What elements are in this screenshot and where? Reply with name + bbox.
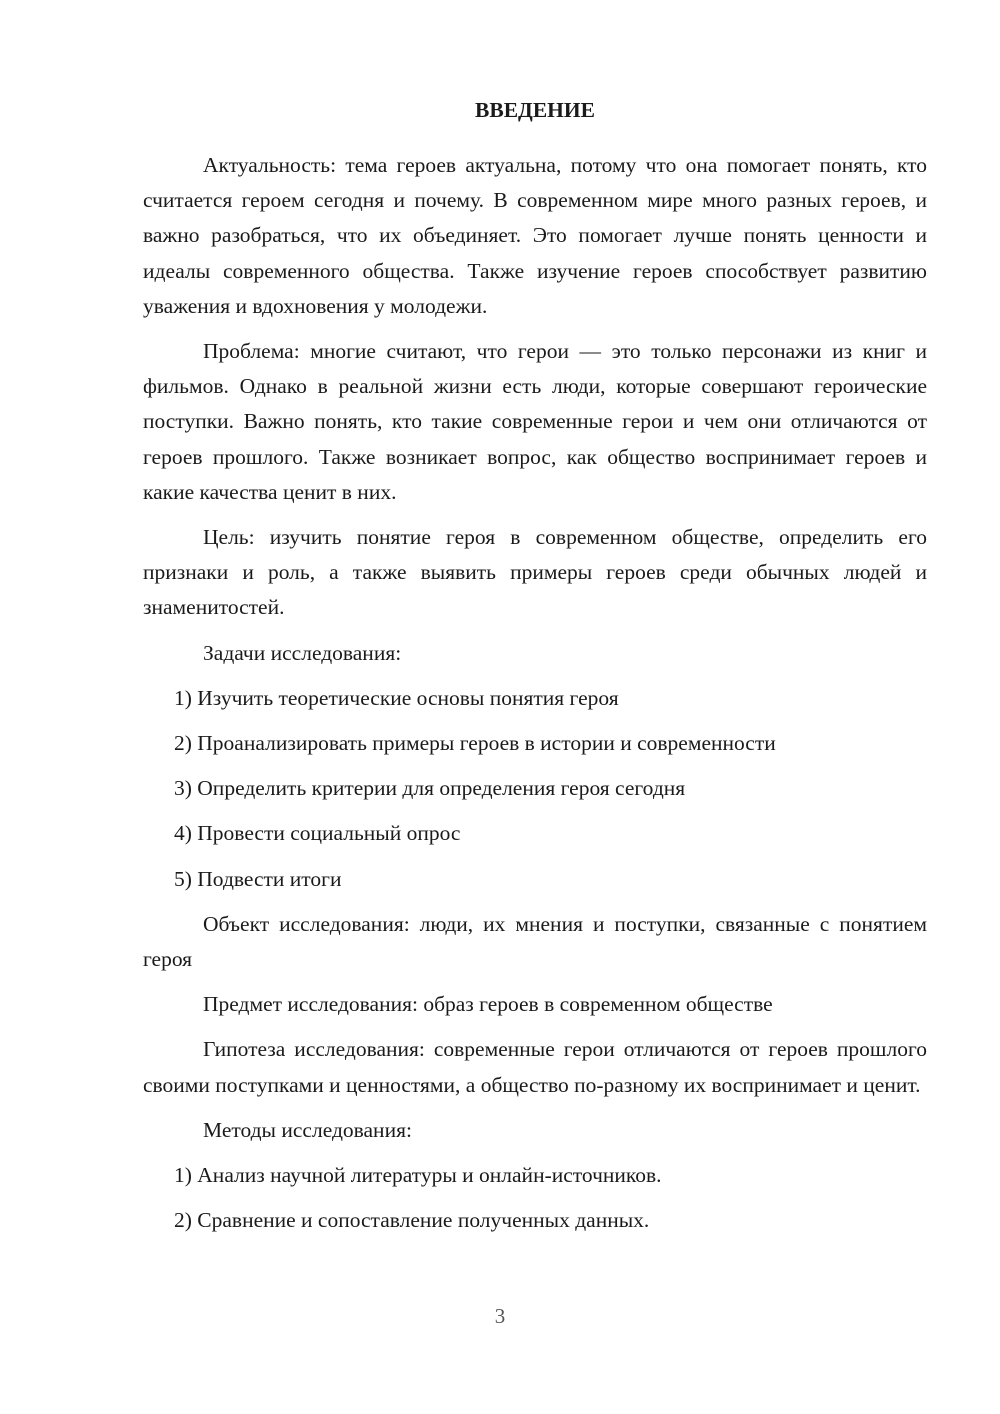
task-item-2: 2) Проанализировать примеры героев в истории и современности bbox=[174, 731, 776, 756]
document-page bbox=[143, 92, 927, 1238]
paragraph-relevance: Актуальность: тема героев актуальна, потому что она помогает понять, кто считается героем сегодня и почему. В современном мире много разных героев, и важно разобраться, что их объединяет. Это помогает лучше понять ценности и идеалы современного общества. Также изучение героев способствует развитию уважения и вдохновения у молодежи. bbox=[143, 153, 927, 318]
method-item-2: 2) Сравнение и сопоставление полученных данных. bbox=[174, 1208, 650, 1233]
method-item-1: 1) Анализ научной литературы и онлайн-источников. bbox=[174, 1163, 662, 1188]
task-item-1: 1) Изучить теоретические основы понятия героя bbox=[174, 685, 619, 710]
paragraph-goal: Цель: изучить понятие героя в современном обществе, определить его признаки и роль, а также выявить примеры героев среди обычных людей и знаменитостей. bbox=[143, 525, 927, 620]
paragraph-object: Объект исследования: люди, их мнения и поступки, связанные с понятием героя bbox=[143, 911, 927, 972]
paragraph-problem: Проблема: многие считают, что герои — это только персонажи из книг и фильмов. Однако в реальной жизни есть люди, которые совершают героические поступки. Важно понять, кто такие современные герои и чем они отличаются от героев прошлого. Также возникает вопрос, как общество воспринимает героев и какие качества ценит в них. bbox=[143, 339, 927, 504]
methods-heading: Методы исследования: bbox=[203, 1117, 412, 1142]
task-item-4: 4) Провести социальный опрос bbox=[174, 821, 461, 846]
paragraph-subject: Предмет исследования: образ героев в современном обществе bbox=[203, 992, 773, 1017]
section-title: ВВЕДЕНИЕ bbox=[475, 98, 595, 122]
paragraph-hypothesis: Гипотеза исследования: современные герои отличаются от героев прошлого своими поступками и ценностями, а общество по-разному их воспринимает и ценит. bbox=[143, 1037, 927, 1097]
page-number: 3 bbox=[494, 1304, 506, 1328]
tasks-heading: Задачи исследования: bbox=[203, 640, 402, 665]
task-item-3: 3) Определить критерии для определения героя сегодня bbox=[174, 776, 686, 801]
task-item-5: 5) Подвести итоги bbox=[174, 866, 342, 891]
